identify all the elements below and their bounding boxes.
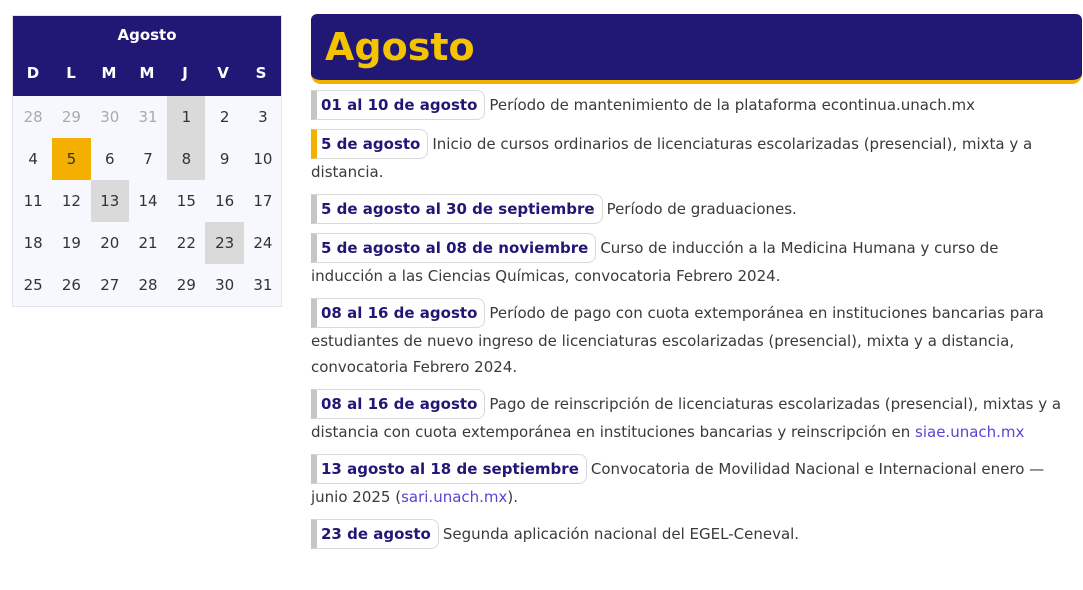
calendar-day-selected[interactable]: 5 (52, 138, 90, 180)
calendar-day[interactable]: 4 (28, 150, 38, 168)
calendar-day[interactable]: 28 (23, 108, 43, 126)
calendar-day[interactable]: 28 (138, 276, 158, 294)
event-description-tail: ). (507, 488, 519, 506)
month-calendar (12, 15, 282, 307)
event-description: Período de graduaciones. (606, 200, 797, 218)
calendar-day[interactable]: 12 (61, 192, 81, 210)
event-description: Segunda aplicación nacional del EGEL-Ceneval. (442, 525, 800, 543)
calendar-day[interactable]: 30 (215, 276, 235, 294)
calendar-day[interactable]: 17 (253, 192, 273, 210)
weekday-label: M (101, 64, 117, 82)
event-item (311, 389, 1073, 445)
calendar-day[interactable]: 15 (176, 192, 196, 210)
weekday-label: D (26, 64, 40, 82)
event-date-badge: 01 al 10 de agosto (311, 90, 485, 120)
calendar-day[interactable]: 19 (61, 234, 81, 252)
event-date-badge: 5 de agosto (311, 129, 428, 159)
event-date-badge: 5 de agosto al 30 de septiembre (311, 194, 603, 224)
event-description: Inicio de cursos ordinarios de licenciaturas escolarizadas (presencial), mixta y a distancia. (311, 135, 1033, 181)
event-date-badge: 5 de agosto al 08 de noviembre (311, 233, 596, 263)
calendar-month-title: Agosto (117, 26, 177, 44)
calendar-day[interactable]: 31 (138, 108, 158, 126)
events-list (311, 90, 1073, 558)
calendar-day[interactable]: 26 (61, 276, 81, 294)
weekday-label: V (217, 64, 229, 82)
event-item (311, 233, 1073, 289)
calendar-day[interactable]: 23 (205, 222, 243, 264)
event-date-badge: 08 al 16 de agosto (311, 389, 485, 419)
weekday-label: M (139, 64, 155, 82)
event-item (311, 129, 1073, 185)
calendar-day[interactable]: 29 (61, 108, 81, 126)
calendar-day[interactable]: 6 (104, 150, 115, 168)
calendar-day[interactable]: 9 (219, 150, 230, 168)
calendar-header (13, 16, 281, 96)
event-description: Período de mantenimiento de la plataforma econtinua.unach.mx (489, 96, 975, 114)
calendar-day-grid (13, 96, 281, 306)
calendar-day[interactable]: 8 (167, 138, 205, 180)
event-date-badge: 13 agosto al 18 de septiembre (311, 454, 587, 484)
calendar-day[interactable]: 25 (23, 276, 43, 294)
calendar-day[interactable]: 20 (100, 234, 120, 252)
weekday-label: L (66, 64, 76, 82)
month-banner (311, 14, 1082, 84)
page-title: Agosto (325, 25, 475, 69)
calendar-day[interactable]: 30 (100, 108, 120, 126)
calendar-day[interactable]: 1 (167, 96, 205, 138)
calendar-day[interactable]: 31 (253, 276, 273, 294)
calendar-day[interactable]: 24 (253, 234, 273, 252)
calendar-day[interactable]: 27 (100, 276, 120, 294)
calendar-day[interactable]: 3 (258, 108, 268, 126)
event-date-badge: 08 al 16 de agosto (311, 298, 485, 328)
calendar-day[interactable]: 7 (143, 150, 153, 168)
weekday-row (13, 53, 281, 93)
event-item (311, 519, 1073, 549)
calendar-day[interactable]: 29 (176, 276, 196, 294)
event-link[interactable]: sari.unach.mx (401, 488, 508, 506)
event-description: Período de pago con cuota extemporánea en instituciones bancarias para estudiantes de nuevo ingreso de licenciaturas escolarizadas (presencial), mixta y a distancia, convocatoria Febrero 2024. (311, 304, 1044, 376)
calendar-day[interactable]: 2 (219, 108, 230, 126)
calendar-day[interactable]: 22 (176, 234, 196, 252)
event-date-badge: 23 de agosto (311, 519, 439, 549)
calendar-day[interactable]: 14 (138, 192, 158, 210)
event-item (311, 90, 1073, 120)
event-item (311, 298, 1073, 380)
event-link[interactable]: siae.unach.mx (915, 423, 1025, 441)
event-description: Curso de inducción a la Medicina Humana y curso de inducción a las Ciencias Químicas, convocatoria Febrero 2024. (311, 239, 999, 285)
calendar-day[interactable]: 13 (91, 180, 129, 222)
calendar-day[interactable]: 10 (253, 150, 273, 168)
event-item (311, 454, 1073, 510)
weekday-label: J (182, 64, 188, 82)
calendar-day[interactable]: 11 (23, 192, 43, 210)
event-item (311, 194, 1073, 224)
calendar-day[interactable]: 21 (138, 234, 158, 252)
weekday-label: S (255, 64, 267, 82)
event-description: Convocatoria de Movilidad Nacional e Internacional enero — junio 2025 ( (311, 460, 1045, 506)
calendar-day[interactable]: 16 (215, 192, 235, 210)
event-description: Pago de reinscripción de licenciaturas escolarizadas (presencial), mixtas y a distancia con cuota extemporánea en instituciones bancarias y reinscripción en (311, 395, 1062, 441)
calendar-day[interactable]: 18 (23, 234, 43, 252)
